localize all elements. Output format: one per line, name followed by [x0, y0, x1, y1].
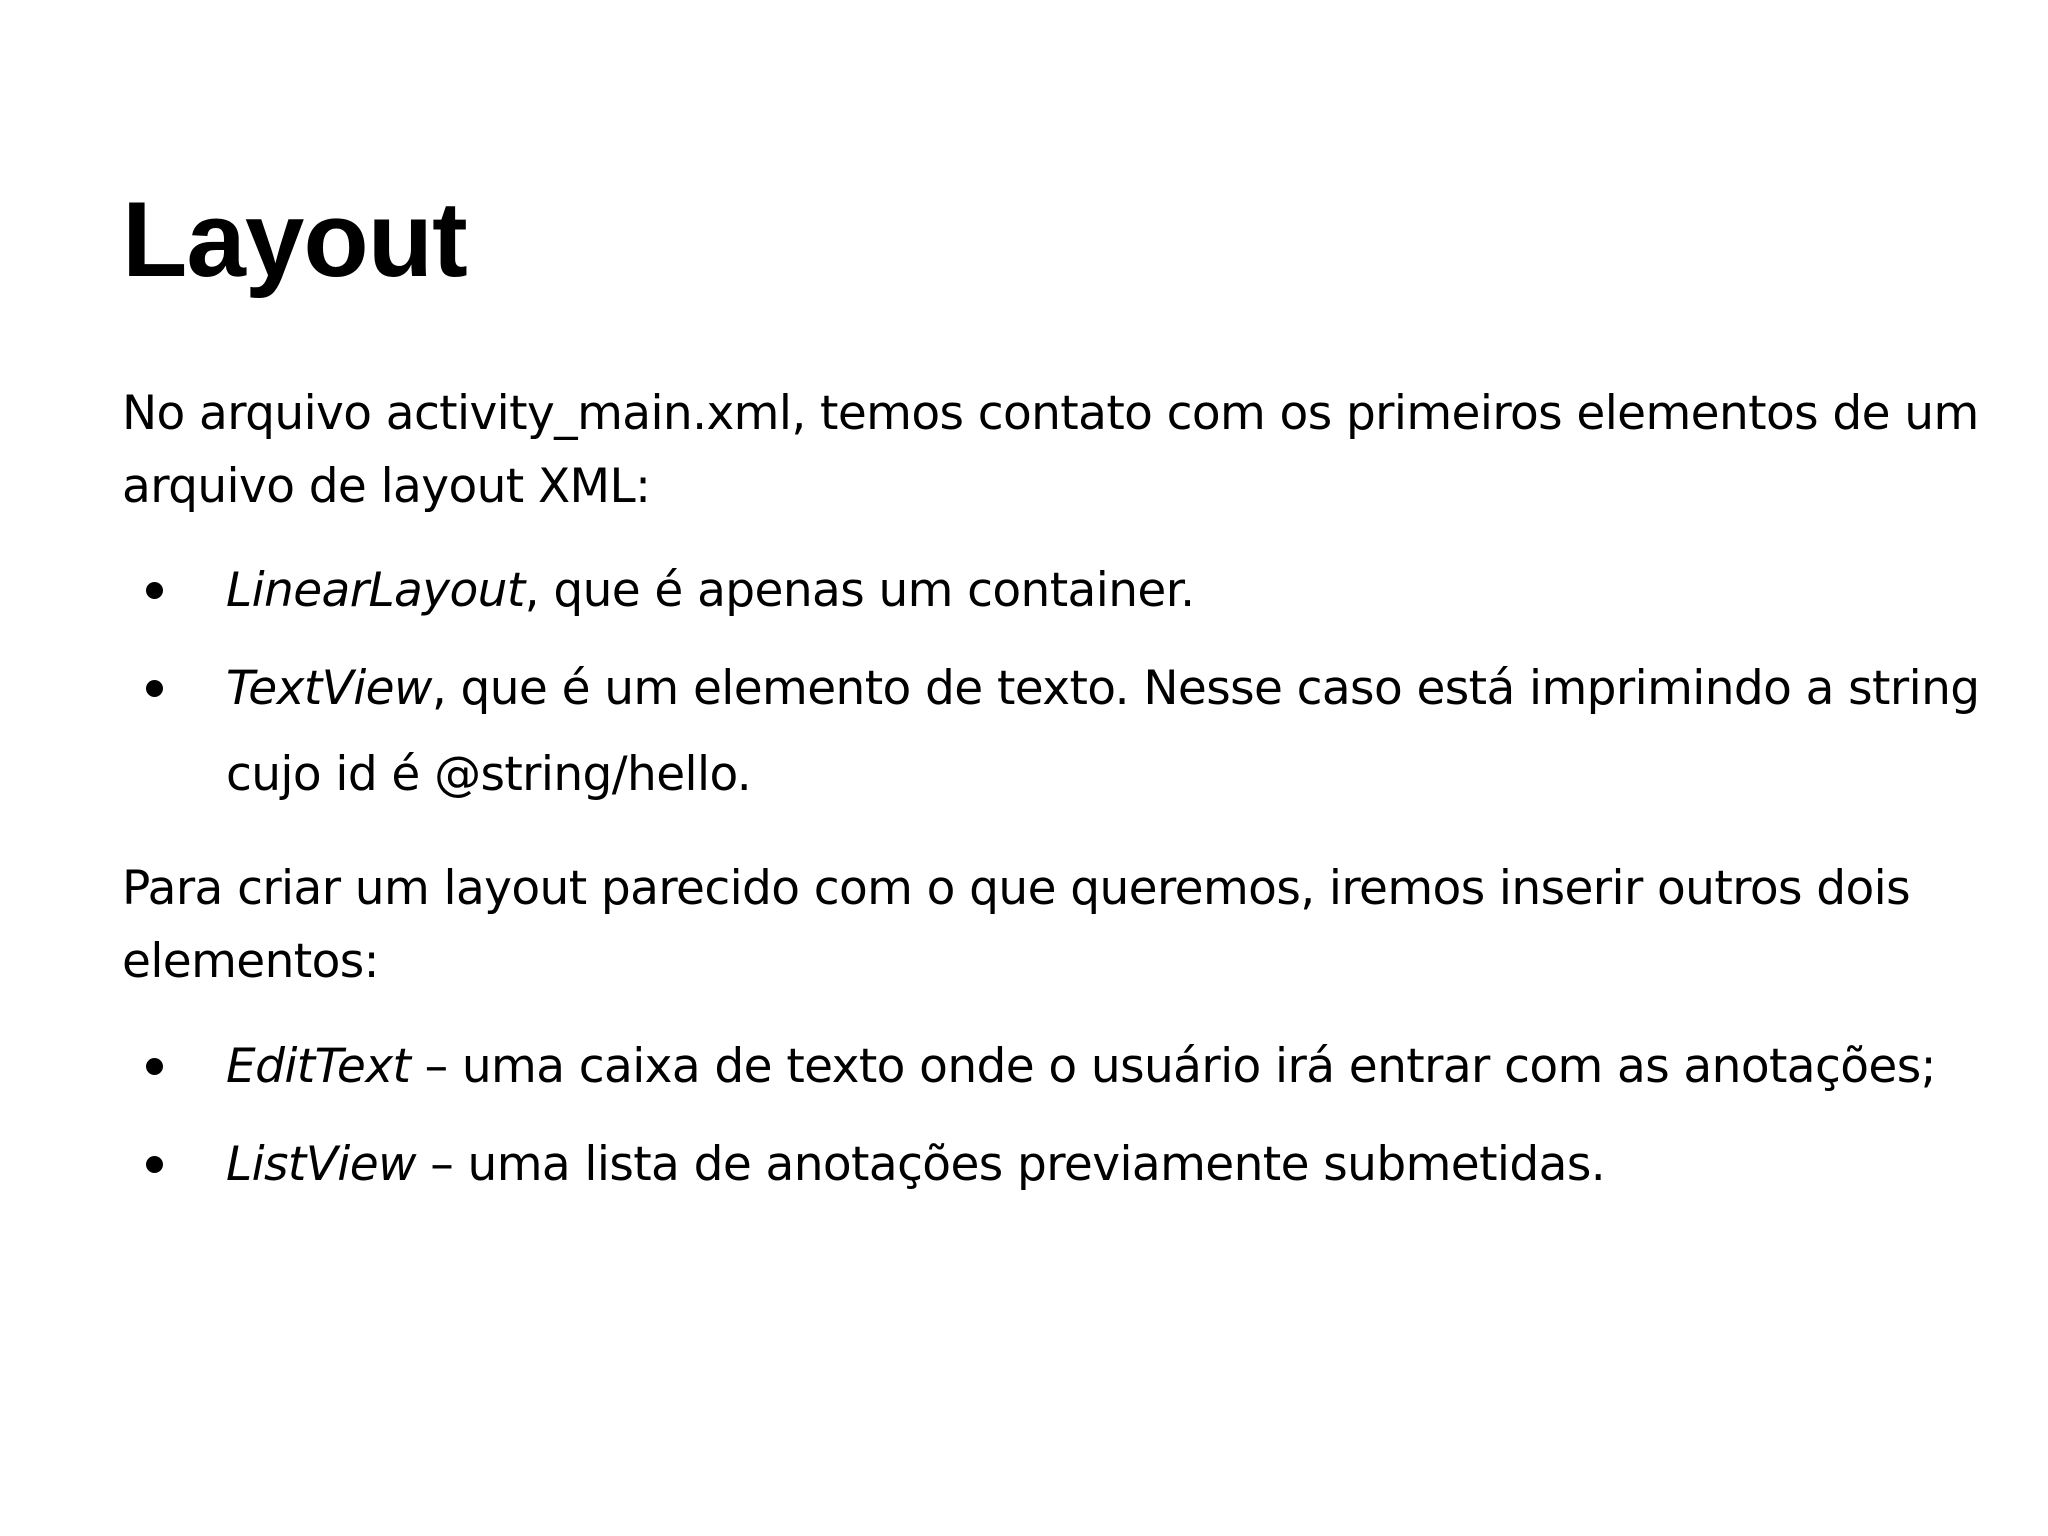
term-edittext: EditText [226, 1039, 411, 1094]
elements-list [122, 548, 1982, 830]
list-item-edittext [122, 1024, 1982, 1110]
list-item-textview [122, 646, 1982, 818]
term-listview: ListView [226, 1137, 416, 1192]
bullet-icon [146, 1156, 163, 1173]
description-linearlayout: , que é apenas um container. [524, 563, 1195, 618]
list-item-linearlayout [122, 548, 1982, 634]
description-textview: , que é um elemento de texto. Nesse caso está imprimindo a string cujo id é @string/hello. [226, 661, 1980, 802]
intro-paragraph: No arquivo activity_main.xml, temos contato com os primeiros elementos de um arquivo de layout XML: [122, 386, 1979, 514]
slide-title: Layout [122, 179, 467, 299]
description-edittext: – uma caixa de texto onde o usuário irá entrar com as anotações; [410, 1039, 1936, 1094]
term-linearlayout: LinearLayout [226, 563, 525, 618]
second-paragraph: Para criar um layout parecido com o que queremos, iremos inserir outros dois elementos: [122, 861, 1910, 989]
new-elements-list [122, 1024, 1982, 1220]
bullet-icon [146, 582, 163, 599]
bullet-icon [146, 680, 163, 697]
bullet-icon [146, 1058, 163, 1075]
description-listview: – uma lista de anotações previamente submetidas. [415, 1137, 1606, 1192]
term-textview: TextView [226, 661, 432, 716]
list-item-listview [122, 1122, 1982, 1208]
